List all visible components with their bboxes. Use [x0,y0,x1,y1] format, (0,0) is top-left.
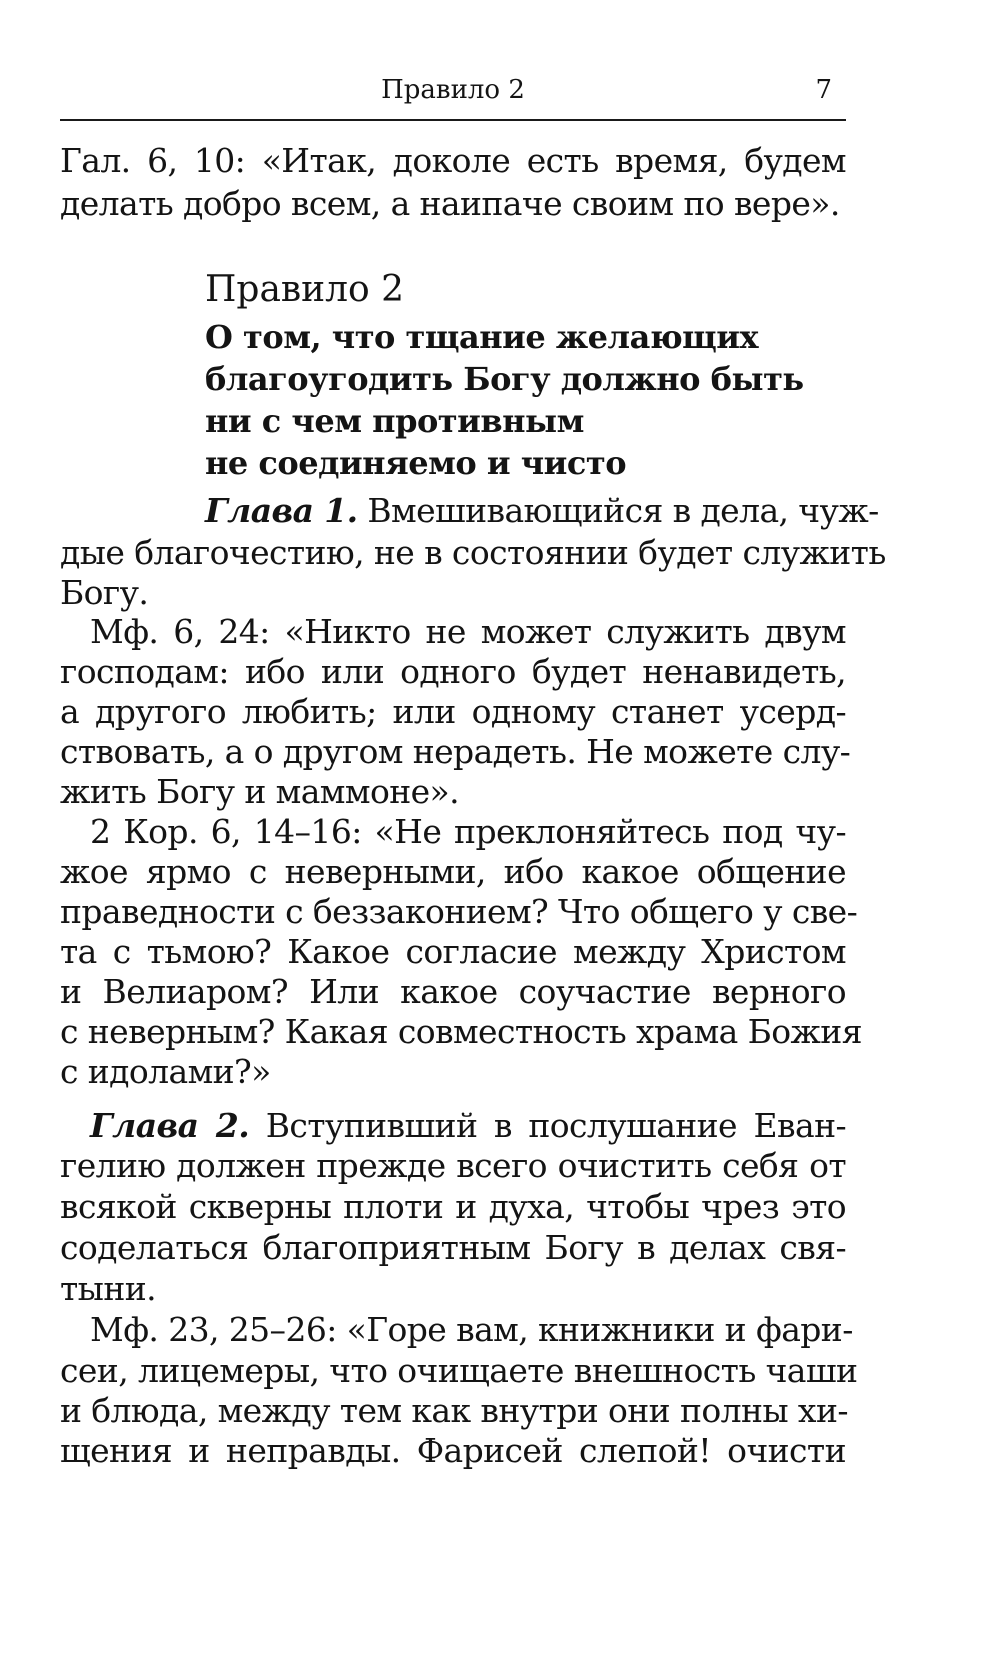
chapter-2-quote-line: сеи, лицемеры, что очищаете внешность чаши [60,1351,858,1390]
rule-subtitle-line: не соединяемо и чисто [205,444,627,482]
chapter-1-label: Глава 1. [205,491,358,530]
chapter-1-quote-line: жое ярмо с неверными, ибо какое общение [60,852,846,891]
chapter-1-line: Богу. [60,573,149,612]
chapter-2-line: соделаться благоприятным Богу в делах свя- [60,1228,846,1267]
chapter-2-quote-line: и блюда, между тем как внутри они полны хи- [60,1391,848,1430]
chapter-1-quote-line: ствовать, а о другом нерадеть. Не можете слу- [60,732,851,771]
chapter-2-line: гелию должен прежде всего очистить себя от [60,1146,846,1185]
chapter-2-line: всякой скверны плоти и духа, чтобы чрез это [60,1187,846,1226]
chapter-2-line: тыни. [60,1269,157,1308]
chapter-1-quote-line: Мф. 6, 24: «Никто не может служить двум [90,612,846,651]
chapter-1-quote-line: господам: ибо или одного будет ненавидеть, [60,652,846,691]
chapter-2-label: Глава 2. [90,1106,250,1145]
running-head-title: Правило 2 [381,75,525,105]
chapter-1-quote-line: с идолами?» [60,1052,271,1091]
chapter-1-quote-line: жить Богу и маммоне». [60,772,460,811]
intro-line: Гал. 6, 10: «Итак, доколе есть время, будем [60,141,846,180]
page-number: 7 [815,75,832,105]
chapter-2-first-line-text: Вступивший в послушание Еван- [249,1106,847,1145]
running-head [60,74,846,114]
chapter-1-quote-line: а другого любить; или одному станет усерд- [60,692,846,731]
rule-subtitle-line: О том, что тщание желающих [205,318,759,356]
chapter-1-quote-line: с неверным? Какая совместность храма Божия [60,1012,862,1051]
chapter-1-first-line-text: Вмешивающийся в дела, чуж- [357,491,879,530]
chapter-1-quote-line: 2 Кор. 6, 14–16: «Не преклоняйтесь под чу- [90,812,846,851]
chapter-1-quote-line: праведности с беззаконием? Что общего у све- [60,892,858,931]
rule-subtitle-line: ни с чем противным [205,402,584,440]
chapter-1-quote-line: и Велиаром? Или какое соучастие верного [60,972,846,1011]
intro-line: делать добро всем, а наипаче своим по вере». [60,184,840,223]
rule-title: Правило 2 [205,269,405,310]
chapter-1-first-line [205,490,879,532]
rule-subtitle-line: благоугодить Богу должно быть [205,360,804,398]
header-divider [60,119,846,121]
chapter-2-quote-line: Мф. 23, 25–26: «Горе вам, книжники и фари- [90,1310,853,1349]
chapter-1-line: дые благочестию, не в состоянии будет служить [60,533,886,572]
chapter-1-quote-line: та с тьмою? Какое согласие между Христом [60,932,846,971]
chapter-2-quote-line: щения и неправды. Фарисей слепой! очисти [60,1431,846,1470]
chapter-2-first-line [90,1105,846,1147]
